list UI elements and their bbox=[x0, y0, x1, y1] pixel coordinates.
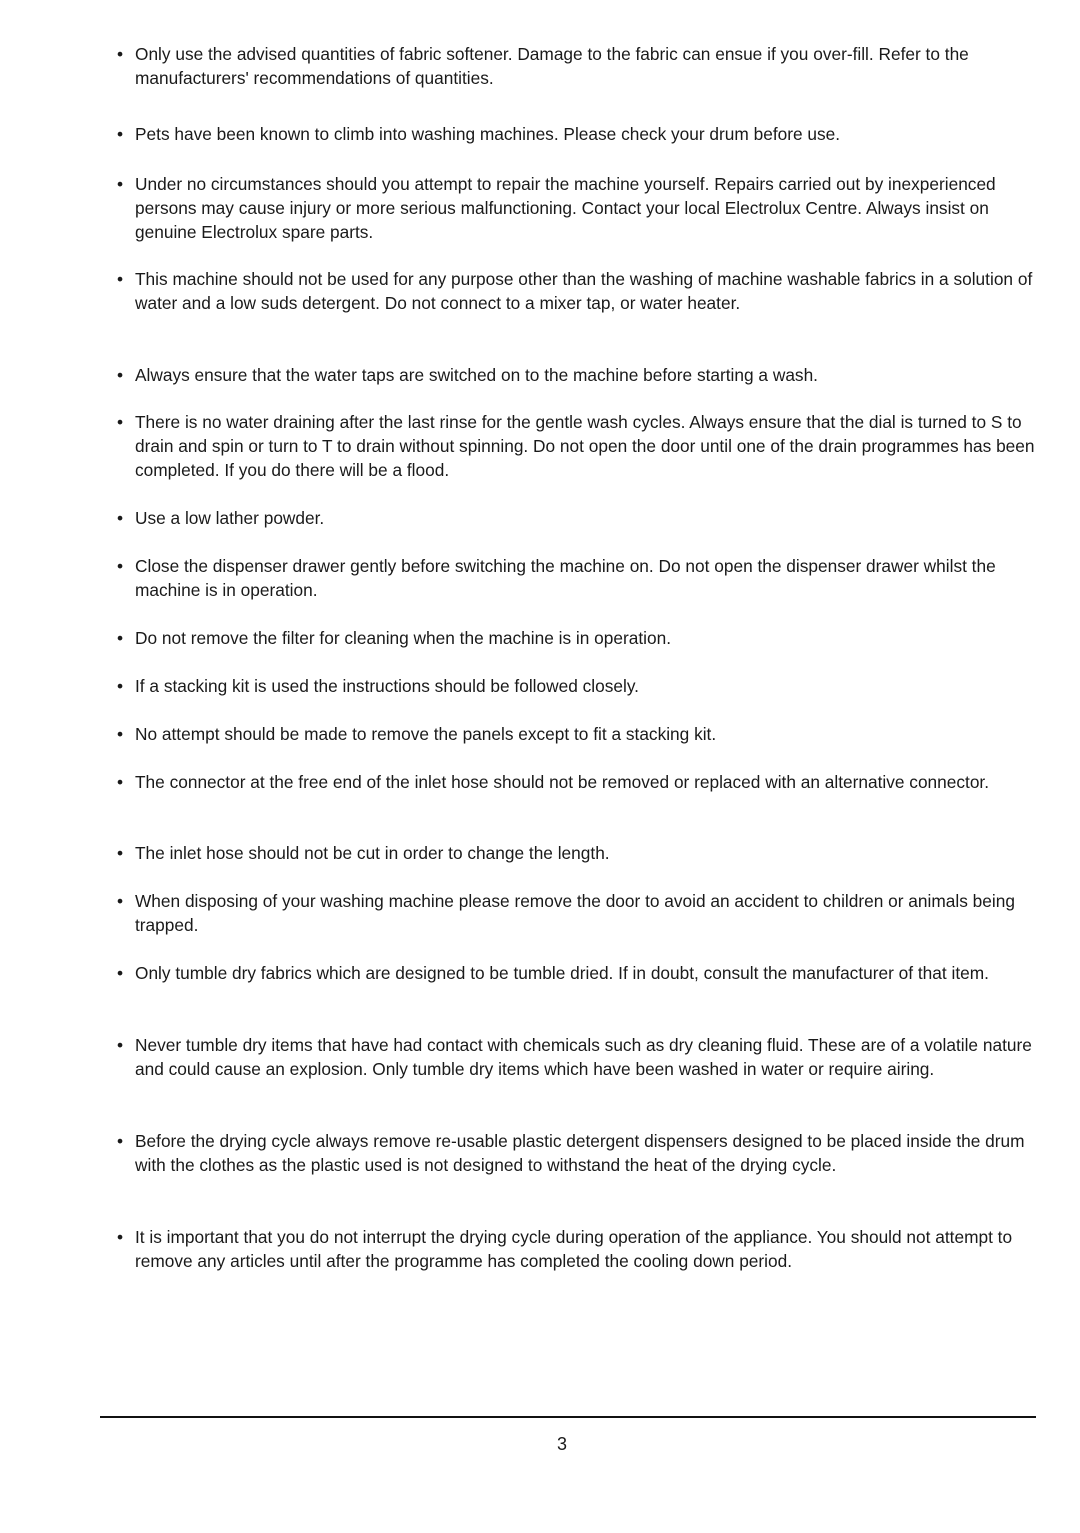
bullet-icon: • bbox=[117, 1227, 124, 1247]
list-item bbox=[117, 506, 1037, 530]
bullet-icon: • bbox=[117, 628, 124, 648]
list-item-text: It is important that you do not interrupt the drying cycle during operation of the appliance. You should not attempt to remove any articles until after the programme has completed the cooling down period. bbox=[135, 1227, 1013, 1271]
bullet-icon: • bbox=[117, 843, 124, 863]
list-item bbox=[117, 1225, 1037, 1273]
list-item bbox=[117, 674, 1037, 698]
list-item-text: Always ensure that the water taps are switched on to the machine before starting a wash. bbox=[135, 365, 818, 385]
page-number: 3 bbox=[557, 1434, 568, 1454]
list-item-text: Pets have been known to climb into washing machines. Please check your drum before use. bbox=[135, 124, 841, 144]
bullet-icon: • bbox=[117, 174, 124, 194]
list-item bbox=[117, 889, 1037, 937]
list-item bbox=[117, 410, 1037, 482]
bullet-icon: • bbox=[117, 44, 124, 64]
list-item bbox=[117, 1129, 1037, 1177]
list-item-text: Do not remove the filter for cleaning when the machine is in operation. bbox=[135, 628, 672, 648]
bullet-icon: • bbox=[117, 556, 124, 576]
list-item-text: The connector at the free end of the inlet hose should not be removed or replaced with an alternative connector. bbox=[135, 772, 990, 792]
list-item bbox=[117, 1033, 1037, 1081]
bullet-icon: • bbox=[117, 963, 124, 983]
bullet-icon: • bbox=[117, 269, 124, 289]
list-item-text: Never tumble dry items that have had contact with chemicals such as dry cleaning fluid. These are of a volatile nature and could cause an explosion. Only tumble dry items which have been washed in water or require airing. bbox=[135, 1035, 1032, 1079]
list-item-text: Close the dispenser drawer gently before switching the machine on. Do not open the dispenser drawer whilst the machine is in operation. bbox=[135, 556, 996, 600]
list-item bbox=[117, 363, 1037, 387]
footer-rule bbox=[100, 1416, 1036, 1418]
bullet-icon: • bbox=[117, 412, 124, 432]
list-item bbox=[117, 172, 1037, 244]
list-item bbox=[117, 722, 1037, 746]
bullet-icon: • bbox=[117, 1035, 124, 1055]
list-item-text: Before the drying cycle always remove re-usable plastic detergent dispensers designed to be placed inside the drum with the clothes as the plastic used is not designed to withstand the heat of the drying cycle. bbox=[135, 1131, 1025, 1175]
list-item-text: Under no circumstances should you attempt to repair the machine yourself. Repairs carried out by inexperienced persons may cause injury or more serious malfunctioning. Contact your local Electrolux Centre. Always insist on genuine Electrolux spare parts. bbox=[135, 174, 996, 242]
bullet-icon: • bbox=[117, 124, 124, 144]
bullet-icon: • bbox=[117, 772, 124, 792]
list-item bbox=[117, 267, 1037, 315]
list-item-text: If a stacking kit is used the instructions should be followed closely. bbox=[135, 676, 639, 696]
bullet-icon: • bbox=[117, 724, 124, 744]
list-item-text: Use a low lather powder. bbox=[135, 508, 325, 528]
bullet-icon: • bbox=[117, 891, 124, 911]
list-item bbox=[117, 841, 1037, 865]
list-item-text: Only tumble dry fabrics which are designed to be tumble dried. If in doubt, consult the manufacturer of that item. bbox=[135, 963, 989, 983]
bullet-icon: • bbox=[117, 1131, 124, 1151]
list-item bbox=[117, 961, 1037, 985]
list-item bbox=[117, 554, 1037, 602]
list-item bbox=[117, 42, 1037, 90]
list-item-text: Only use the advised quantities of fabric softener. Damage to the fabric can ensue if you over-fill. Refer to the manufacturers' recommendations of quantities. bbox=[135, 44, 969, 88]
list-item-text: When disposing of your washing machine please remove the door to avoid an accident to children or animals being trapped. bbox=[135, 891, 1015, 935]
list-item-text: The inlet hose should not be cut in order to change the length. bbox=[135, 843, 610, 863]
list-item bbox=[117, 122, 1037, 146]
bullet-icon: • bbox=[117, 508, 124, 528]
list-item bbox=[117, 770, 1037, 794]
list-item-text: This machine should not be used for any purpose other than the washing of machine washable fabrics in a solution of water and a low suds detergent. Do not connect to a mixer tap, or water heater. bbox=[135, 269, 1033, 313]
list-item-text: There is no water draining after the last rinse for the gentle wash cycles. Always ensure that the dial is turned to S to drain and spin or turn to T to drain without spinning. Do not open the door until one of the drain programmes has been completed. If you do there will be a flood. bbox=[135, 412, 1035, 480]
list-item bbox=[117, 626, 1037, 650]
bullet-icon: • bbox=[117, 365, 124, 385]
list-item-text: No attempt should be made to remove the panels except to fit a stacking kit. bbox=[135, 724, 717, 744]
bullet-icon: • bbox=[117, 676, 124, 696]
